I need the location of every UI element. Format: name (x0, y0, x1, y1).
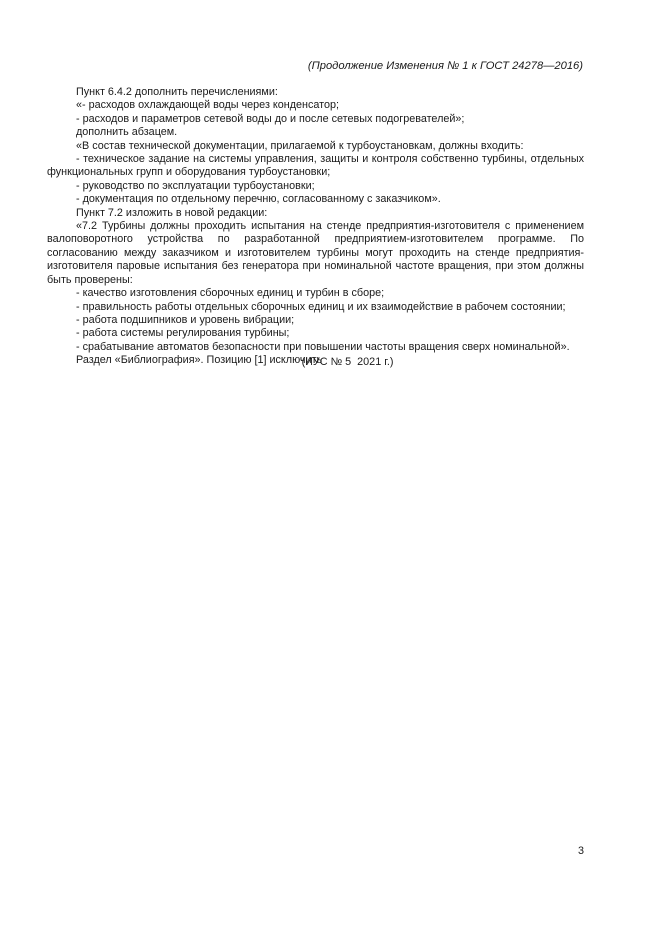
ius-reference: (ИУС № 5 2021 г.) (301, 356, 394, 368)
list-item-safety-triggers: - срабатывание автоматов безопасности при повышении частоты вращения сверх номинальной». (76, 340, 570, 353)
paragraph-turbine-testing: «7.2 Турбины должны проходить испытания на стенде предприятия-изготовителя с применением валоповоротного устройства по разработанной предприятием-изготовителем программе. По согласованию между заказчиком и изготовителем турбины могут проходить на стенде предприятия-изготовителя паровые испытания без генератора при номинальной частоте вращения, при этом должны быть проверены: (47, 220, 584, 286)
paragraph-clause-7-2: Пункт 7.2 изложить в новой редакции: (76, 206, 268, 219)
document-body (47, 86, 584, 368)
paragraph-bibliography: Раздел «Библиография». Позицию [1] исключить (76, 354, 323, 367)
list-item-network-water: - расходов и параметров сетевой воды до и после сетевых подогревателей»; (76, 112, 465, 125)
page-number: 3 (577, 845, 584, 857)
list-item-assembly-operation: - правильность работы отдельных сборочных единиц и их взаимодействие в рабочем состоянии; (76, 300, 566, 313)
list-item-documentation-list: - документация по отдельному перечню, согласованному с заказчиком». (76, 193, 441, 206)
list-item-operation-manual: - руководство по эксплуатации турбоустановки; (76, 179, 315, 192)
list-item-technical-specification: - техническое задание на системы управления, защиты и контроля собственно турбины, отдельных функциональных групп и оборудования турбоустановки; (47, 153, 584, 179)
list-item-manufacturing-quality: - качество изготовления сборочных единиц и турбин в сборе; (76, 287, 385, 300)
continuation-header: (Продолжение Изменения № 1 к ГОСТ 24278—2016) (307, 60, 583, 72)
paragraph-add-indent: дополнить абзацем. (76, 126, 178, 139)
paragraph-technical-documentation: «В состав технической документации, прилагаемой к турбоустановкам, должны входить: (76, 139, 524, 152)
paragraph-clause-6-4-2: Пункт 6.4.2 дополнить перечислениями: (76, 86, 278, 98)
list-item-bearings-vibration: - работа подшипников и уровень вибрации; (76, 313, 295, 326)
list-item-cooling-water: «- расходов охлаждающей воды через конденсатор; (76, 99, 339, 112)
list-item-control-system: - работа системы регулирования турбины; (76, 327, 290, 340)
